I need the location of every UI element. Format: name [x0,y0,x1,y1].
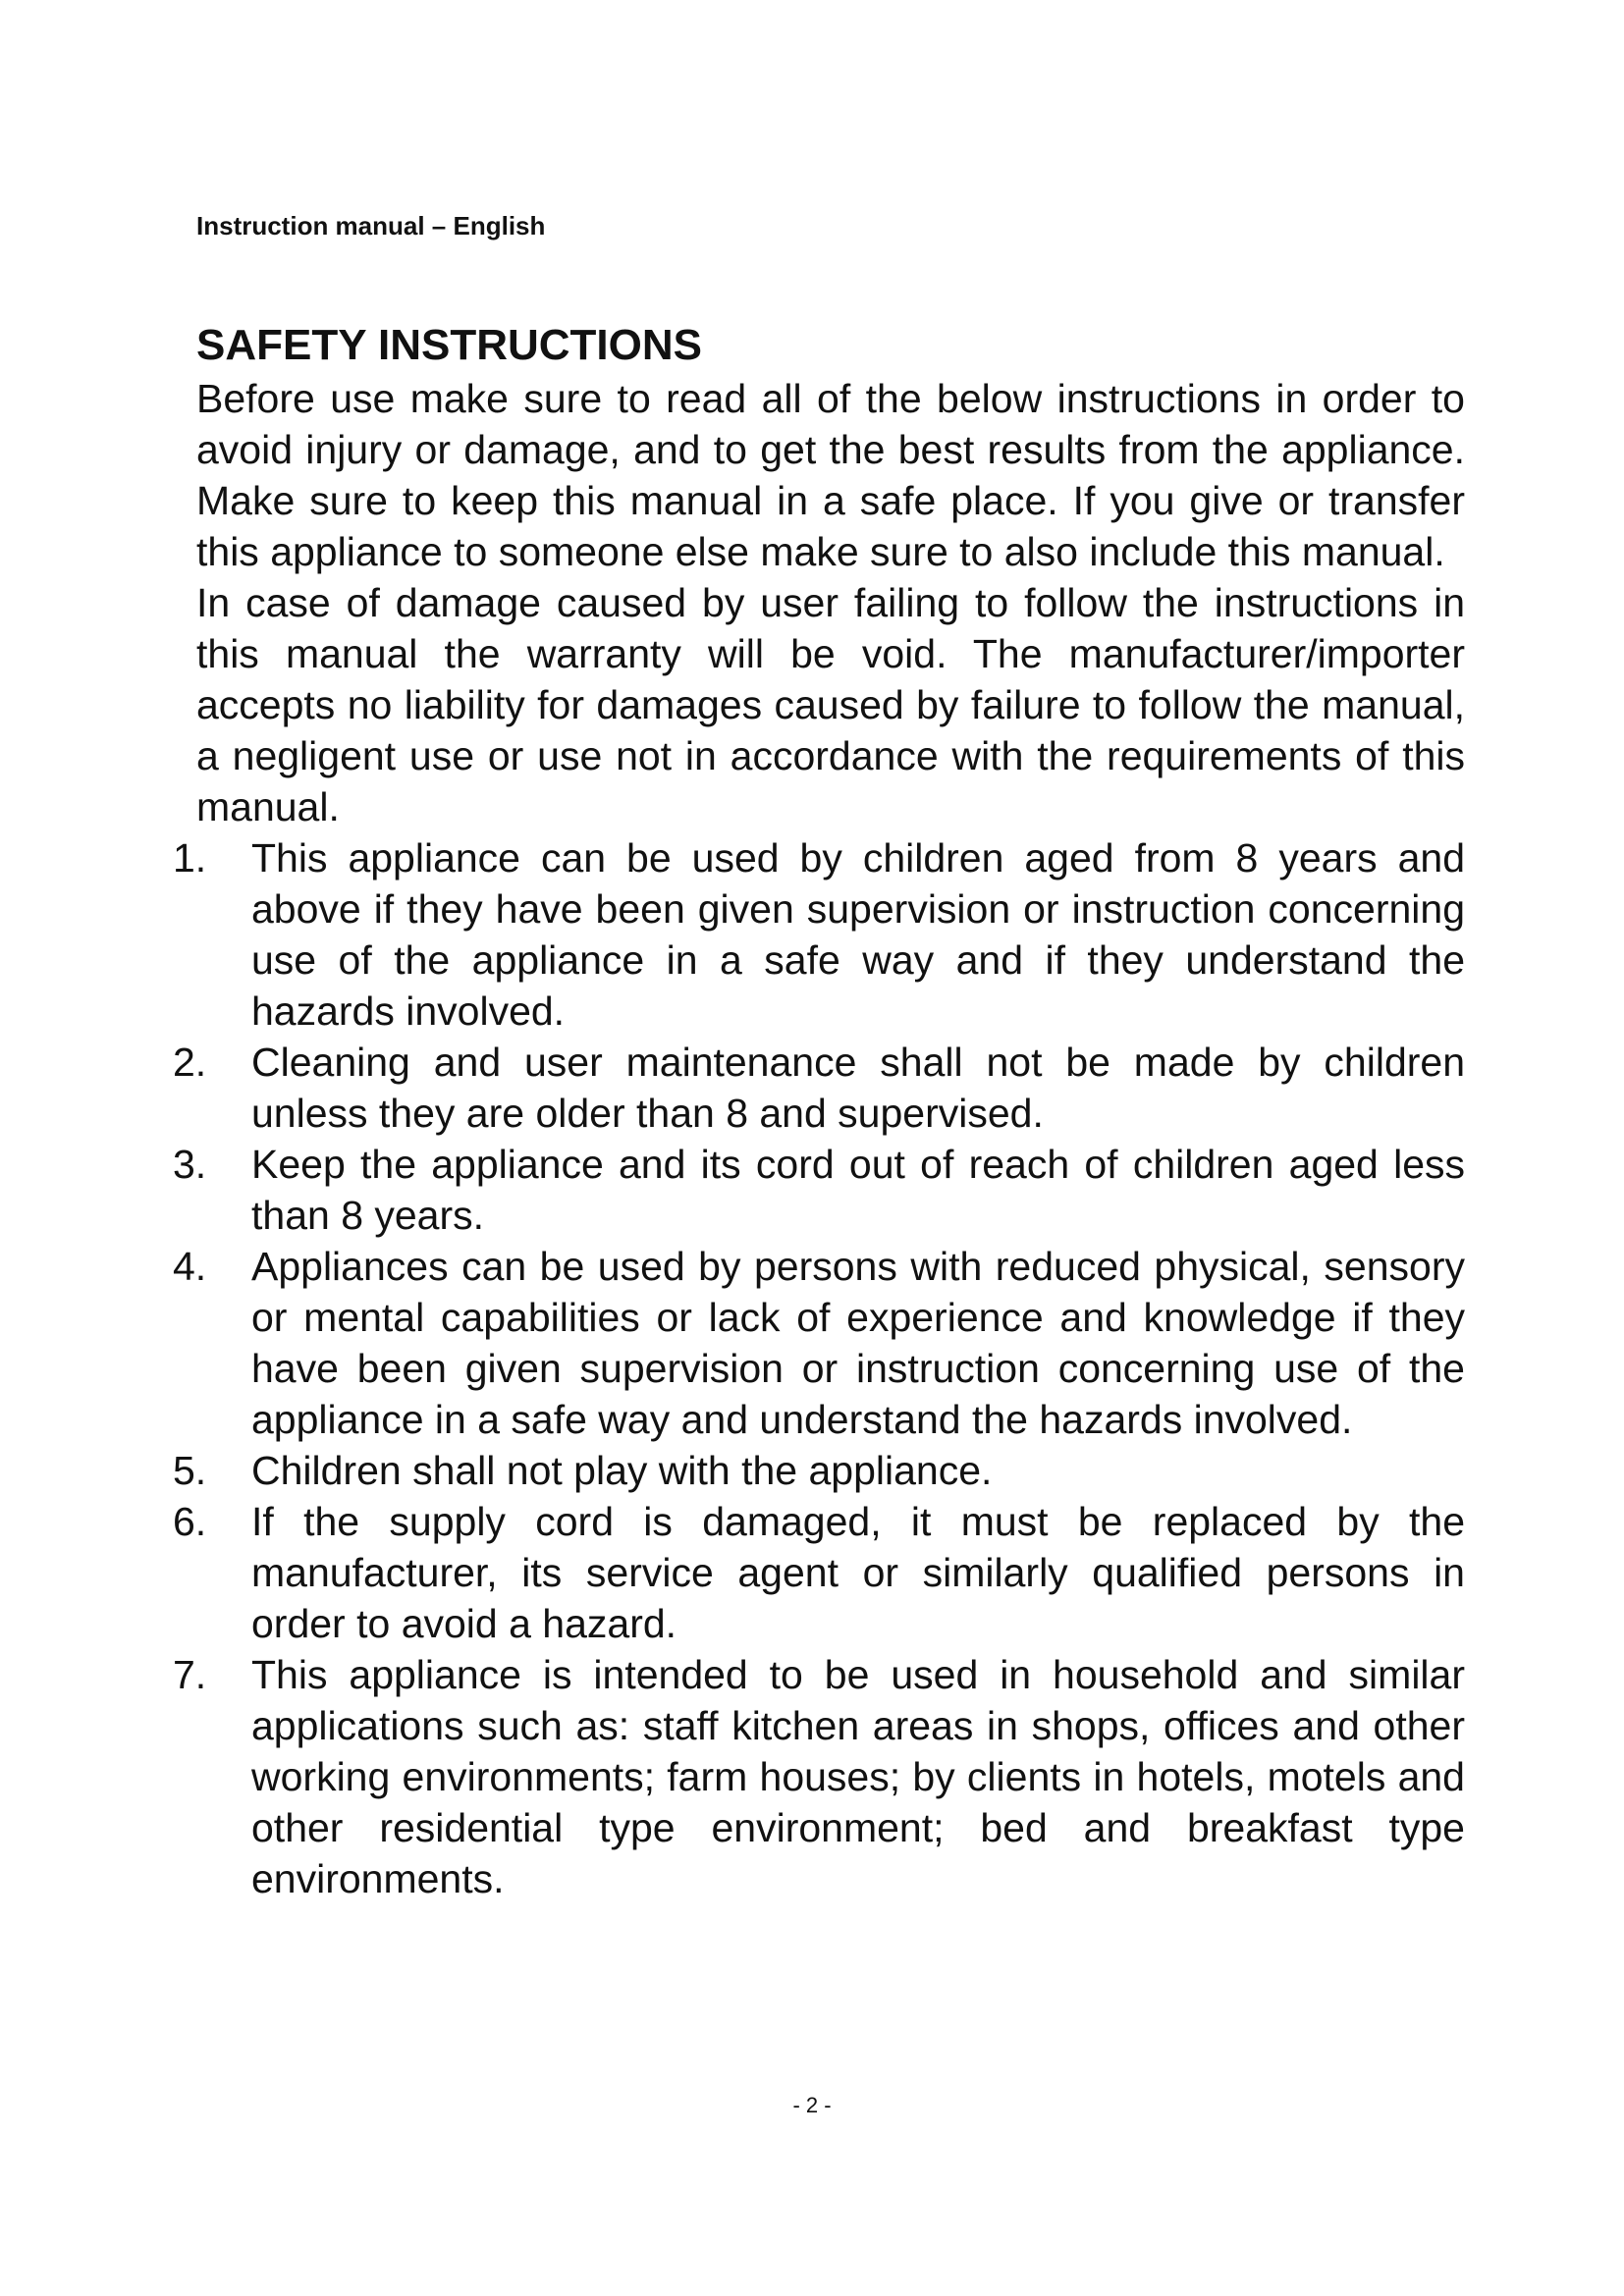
item-number: 3. [173,1142,207,1187]
list-item [173,1496,1465,1649]
list-item [173,1037,1465,1139]
safety-list [173,832,1465,1904]
safety-section [173,318,1465,1904]
item-text: This appliance can be used by children aged from 8 years and above if they have been given supervision or instruction concerning use of the appliance in a safe way and if they understand the hazards involved. [251,835,1465,1034]
page-header: Instruction manual – English [196,211,546,240]
item-number: 5. [173,1448,207,1493]
item-number: 7. [173,1652,207,1697]
list-item [173,832,1465,1037]
item-text: Keep the appliance and its cord out of reach of children aged less than 8 years. [251,1142,1465,1238]
intro-paragraph: Before use make sure to read all of the below instructions in order to avoid injury or damage, and to get the best results from the appliance. Make sure to keep this manual in a safe place. If you give or transfer this appliance to someone else make sure to also include this manual. [196,376,1465,574]
item-number: 6. [173,1499,207,1544]
page-number: - 2 - [792,2093,832,2117]
list-item [173,1241,1465,1445]
item-number: 2. [173,1040,207,1085]
item-text: Appliances can be used by persons with reduced physical, sensory or mental capabilities or lack of experience and knowledge if they have been given supervision or instruction concerning use of the appliance in a safe way and understand the hazards involved. [251,1244,1465,1442]
warranty-paragraph: In case of damage caused by user failing to follow the instructions in this manual the warranty will be void. The manufacturer/importer accepts no liability for damages caused by failure to follow the manual, a negligent use or use not in accordance with the requirements of this manual. [196,580,1465,829]
item-text: This appliance is intended to be used in household and similar applications such as: staff kitchen areas in shops, offices and other working environments; farm houses; by clients in hotels, motels and other residential type environment; bed and breakfast type environments. [251,1652,1465,1901]
list-item [173,1445,1465,1496]
list-item [173,1649,1465,1904]
section-title: SAFETY INSTRUCTIONS [196,321,703,369]
item-number: 1. [173,835,207,881]
item-text: Children shall not play with the appliance. [251,1448,993,1493]
list-item [173,1139,1465,1241]
item-text: If the supply cord is damaged, it must be replaced by the manufacturer, its service agent or similarly qualified persons in order to avoid a hazard. [251,1499,1465,1646]
item-text: Cleaning and user maintenance shall not be made by children unless they are older than 8 and supervised. [251,1040,1465,1136]
item-number: 4. [173,1244,207,1289]
